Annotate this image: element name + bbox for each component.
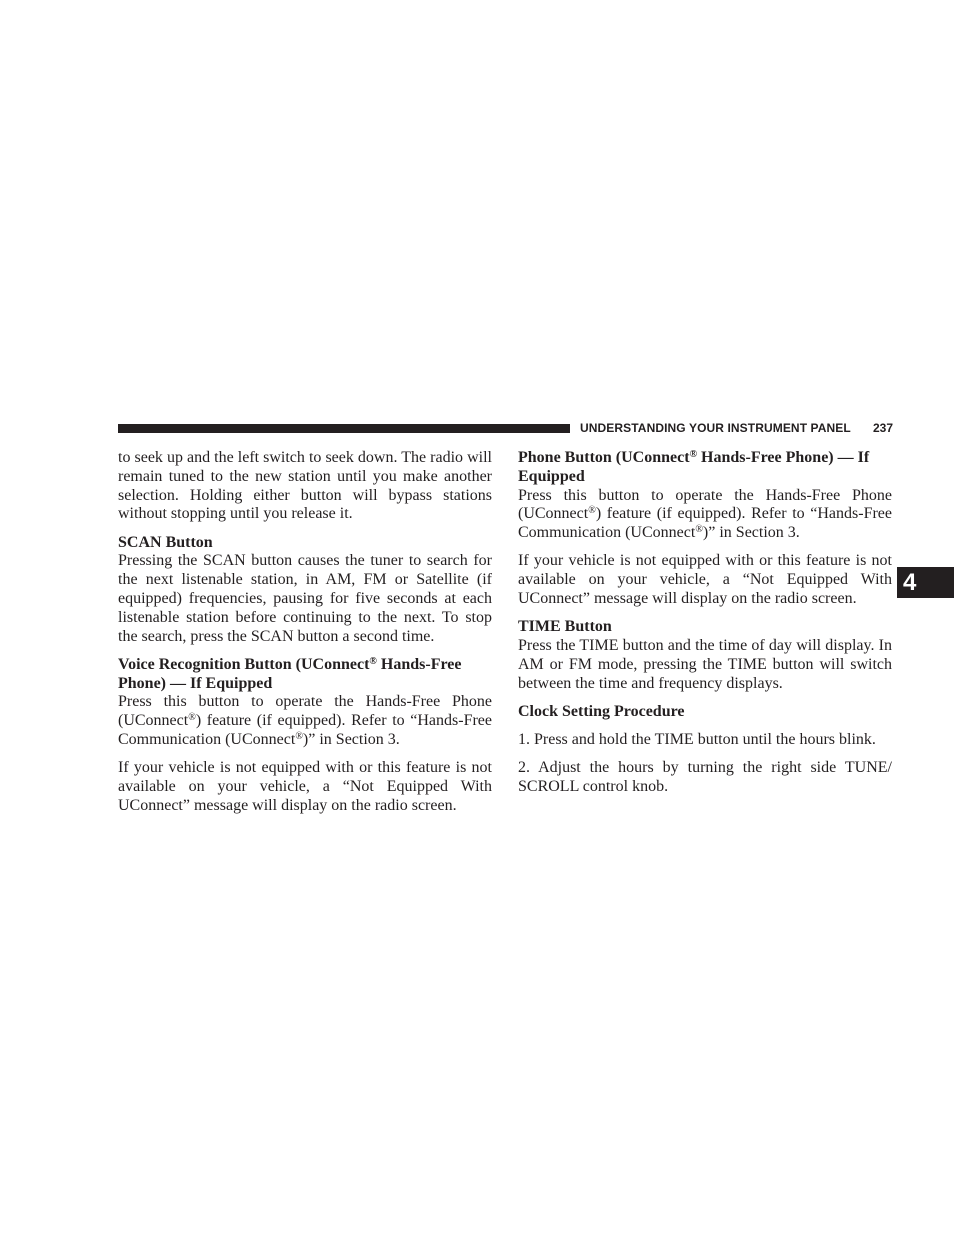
registered-mark: ®: [695, 524, 703, 536]
phone-button-note: If your vehicle is not equipped with or this feature is not available on your vehicle, a “Not Equipped With UConnect” message will display on the radio screen.: [518, 552, 892, 607]
time-button-body: Press the TIME button and the time of day will display. In AM or FM mode, pressing the TIME button will switch between the time and frequency displays.: [518, 636, 892, 692]
time-button-heading: TIME Button: [518, 618, 612, 636]
right-column: [518, 449, 892, 797]
voice-recognition-note: If your vehicle is not equipped with or this feature is not available on your vehicle, a “Not Equipped With UConnect” message will display on the radio screen.: [118, 759, 492, 814]
phone-button-heading: Phone Button (UConnect® Hands-Free Phone) — If Equipped: [518, 449, 870, 485]
registered-mark: ®: [188, 712, 196, 724]
phone-button-body: Press this button to operate the Hands-Free Phone (UConnect®) feature (if equipped). Refer to “Hands-Free Communication (UConnect®)” in Section 3.: [518, 486, 892, 542]
voice-recognition-heading: Voice Recognition Button (UConnect® Hands-Free Phone) — If Equipped: [118, 655, 462, 692]
clock-step-2: 2. Adjust the hours by turning the right side TUNE/ SCROLL control knob.: [518, 759, 892, 795]
clock-setting-heading: Clock Setting Procedure: [518, 702, 685, 720]
registered-mark: ®: [369, 655, 377, 667]
registered-mark: ®: [295, 730, 303, 742]
left-column: [118, 449, 492, 816]
intro-paragraph: to seek up and the left switch to seek down. The radio will remain tuned to the new station until you make another selection. Holding either button will bypass stations without stopping until you release it.: [118, 449, 492, 523]
scan-button-heading: SCAN Button: [118, 533, 213, 551]
clock-step-1: 1. Press and hold the TIME button until the hours blink.: [518, 730, 876, 748]
registered-mark: ®: [689, 449, 698, 460]
voice-recognition-body: Press this button to operate the Hands-Free Phone (UConnect®) feature (if equipped). Refer to “Hands-Free Communication (UConnect®)” in Section 3.: [118, 693, 492, 748]
scan-button-body: Pressing the SCAN button causes the tuner to search for the next listenable station, in AM, FM or Satellite (if equipped) frequencies, pausing for five seconds at each listenable station before continuing to the next. To stop the search, press the SCAN button a second time.: [118, 552, 492, 645]
chapter-tab: 4: [897, 567, 954, 598]
page-number: 237: [872, 421, 893, 435]
running-header-title: UNDERSTANDING YOUR INSTRUMENT PANEL: [580, 421, 851, 435]
registered-mark: ®: [588, 505, 596, 517]
header-rule: [118, 424, 570, 433]
